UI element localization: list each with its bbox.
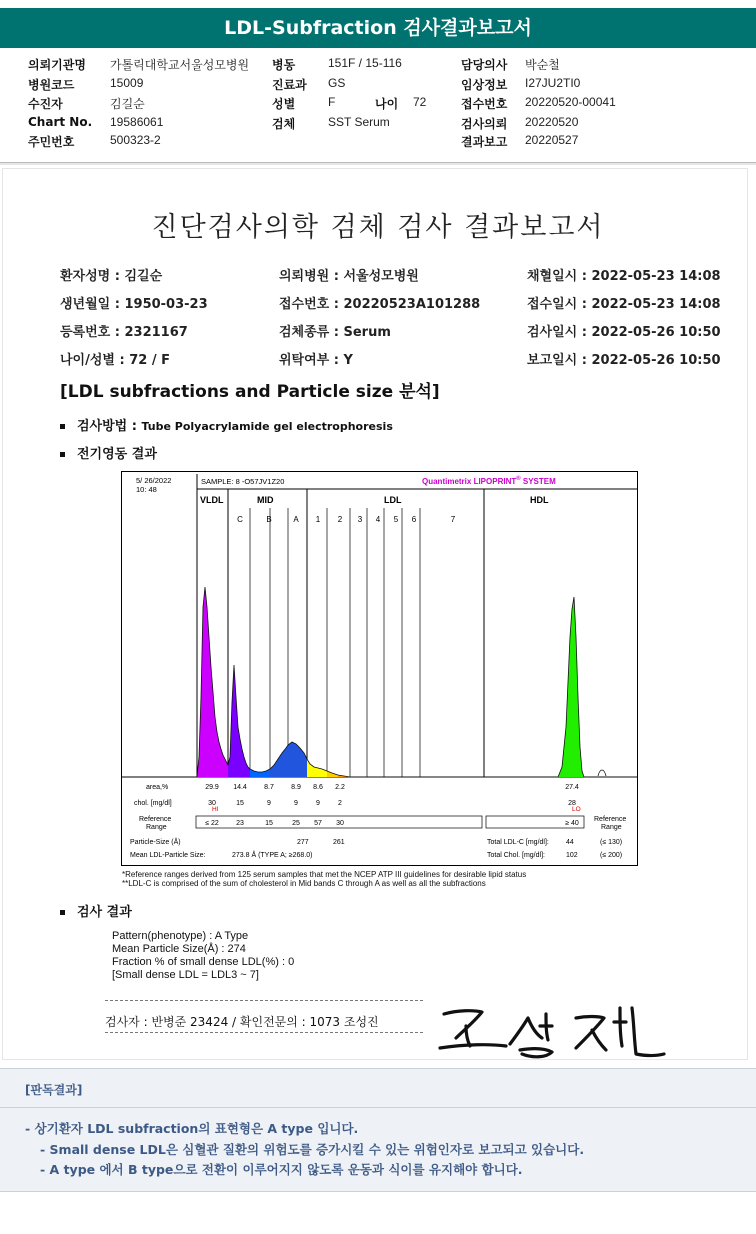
band-label-5: 5 — [393, 515, 399, 524]
total-chol-value: 102 — [566, 852, 578, 859]
area-cell-c: 14.4 — [233, 784, 247, 791]
chol-cell-c: 15 — [236, 800, 244, 807]
header-label: 임상정보 — [461, 78, 508, 92]
electrophoresis-chart — [121, 471, 638, 866]
signature-stroke — [520, 1049, 552, 1057]
chol-cell-2: 2 — [338, 800, 342, 807]
ref-cell-b: 15 — [265, 820, 273, 827]
chart-time: 10: 48 — [136, 485, 157, 494]
electro-label: 전기영동 결과 — [77, 447, 157, 462]
footnote: *Reference ranges derived from 125 serum samples that met the NCEP ATP III guidelines for desirable lipid status — [122, 870, 527, 879]
group-label-ldl: LDL — [384, 495, 402, 505]
trace-tail-bump — [598, 770, 606, 776]
header-value: 김길순 — [110, 97, 145, 111]
mean-size-value: 273.8 Å (TYPE A; ≥268.0) — [232, 852, 313, 859]
mean-size-label: Mean LDL-Particle Size: — [130, 852, 206, 859]
header-label: 주민번호 — [28, 135, 75, 149]
method-bullet — [60, 415, 393, 434]
header-age-label: 나이 — [375, 97, 399, 111]
ref-row-label-2: Range — [146, 824, 167, 831]
patient-info-item: 검체종류 : Serum — [279, 325, 391, 340]
patient-info-item: 채혈일시 : 2022-05-23 14:08 — [527, 269, 721, 284]
chol-cell-1: 9 — [316, 800, 320, 807]
band-label-6: 6 — [411, 515, 417, 524]
method-label: 검사방법 : — [77, 419, 142, 434]
chart-brand-name: Quantimetrix LIPOPRINT — [422, 477, 517, 486]
ref-cell-2: 30 — [336, 820, 344, 827]
header-info-grid — [0, 56, 756, 154]
header-label: 검체 — [272, 117, 296, 131]
total-ldl-label: Total LDL-C [mg/dl]: — [487, 839, 549, 846]
ref-cell-hdl: ≥ 40 — [565, 820, 579, 827]
signature-stroke — [614, 1008, 626, 1046]
header-value: 박순철 — [525, 58, 560, 72]
report-header-title: LDL-Subfraction 검사결과보고서 — [0, 8, 756, 48]
area-row-label: area,% — [146, 784, 169, 791]
header-label: 수진자 — [28, 97, 63, 111]
header-label: 접수번호 — [461, 97, 508, 111]
band-label-1: 1 — [315, 515, 321, 524]
signature-stroke — [444, 1011, 482, 1038]
band-label-3: 3 — [357, 515, 363, 524]
verdict-line: - 상기환자 LDL subfraction의 표현형은 A type 입니다. — [25, 1121, 359, 1136]
patient-info-item: 의뢰병원 : 서울성모병원 — [279, 269, 419, 284]
header-label: 의뢰기관명 — [28, 58, 86, 72]
chart-brand — [422, 475, 556, 486]
bullet-dot — [60, 452, 65, 457]
band-lines — [250, 508, 420, 777]
header-value: 20220520 — [525, 115, 579, 129]
verdict-divider — [0, 1107, 756, 1108]
header-value: 500323-2 — [110, 133, 161, 147]
signature-stroke — [576, 1017, 606, 1051]
signature-block — [105, 1000, 423, 1033]
signature-stroke — [440, 1045, 506, 1048]
verdict-title: [판독결과] — [25, 1083, 83, 1097]
patient-info-item: 검사일시 : 2022-05-26 10:50 — [527, 325, 721, 340]
result-line: [Small dense LDL = LDL3 ~ 7] — [112, 969, 259, 981]
result-line: Pattern(phenotype) : A Type — [112, 930, 249, 942]
chart-sample: SAMPLE: 8 -O57JV1Z20 — [201, 477, 285, 486]
band-label-7: 7 — [450, 515, 456, 524]
chol-row-label: chol. [mg/dl] — [134, 800, 172, 807]
particle-size-value: 277 — [297, 839, 309, 846]
band-label-a: A — [293, 515, 299, 524]
header-divider — [0, 162, 756, 165]
area-cell-b: 8.7 — [264, 784, 274, 791]
chart-brand-tail: SYSTEM — [520, 477, 556, 486]
ref-right-label-1: Reference — [594, 816, 627, 823]
total-ldl-ref: (≤ 130) — [600, 839, 623, 846]
verdict-line: - A type 에서 B type으로 전환이 이루어지지 않도록 운동과 식이를 유지해야 합니다. — [40, 1162, 523, 1177]
header-value: 20220527 — [525, 133, 579, 147]
chol-flag-hi: HI — [212, 806, 219, 813]
header-label: 성별 — [272, 97, 296, 111]
ref-row-label-1: Reference — [139, 816, 172, 823]
electro-bullet — [60, 443, 157, 462]
ref-cell-c: 23 — [236, 820, 244, 827]
particle-size-label: Particle-Size (Å) — [130, 839, 181, 846]
header-label: Chart No. — [28, 115, 93, 129]
patient-info-item: 등록번호 : 2321167 — [60, 325, 188, 340]
header-value: 가톨릭대학교서울성모병원 — [110, 58, 250, 72]
chol-cell-b: 9 — [267, 800, 271, 807]
area-cell-vldl: 29.9 — [205, 784, 219, 791]
verdict-panel — [0, 1068, 756, 1192]
header-age-value: 72 — [413, 95, 427, 109]
header-value: GS — [328, 76, 346, 90]
total-ldl-value: 44 — [566, 839, 574, 846]
band-label-4: 4 — [375, 515, 381, 524]
area-cell-2: 2.2 — [335, 784, 345, 791]
particle-size-value: 261 — [333, 839, 345, 846]
area-cell-hdl: 27.4 — [565, 784, 579, 791]
trace-fill-a — [270, 742, 307, 777]
signature-stroke — [510, 1018, 542, 1044]
bullet-dot — [60, 424, 65, 429]
report-title: 진단검사의학 검체 검사 결과보고서 — [151, 212, 605, 243]
patient-info-item: 위탁여부 : Y — [279, 353, 353, 368]
chol-flag-lo: LO — [572, 806, 581, 813]
patient-info-item: 생년월일 : 1950-03-23 — [60, 297, 208, 312]
signature-stroke — [632, 1008, 664, 1056]
header-label: 진료과 — [272, 78, 307, 92]
bullet-dot — [60, 910, 65, 915]
total-chol-label: Total Chol. [mg/dl]: — [487, 852, 545, 859]
area-cell-a: 8.9 — [291, 784, 301, 791]
ref-cell-a: 25 — [292, 820, 300, 827]
patient-info-item: 접수일시 : 2022-05-23 14:08 — [527, 297, 721, 312]
result-label: 검사 결과 — [77, 905, 132, 920]
signature-stroke — [466, 1026, 470, 1046]
electrophoresis-svg — [122, 472, 638, 866]
header-value: F — [328, 95, 336, 109]
header-value: SST Serum — [328, 115, 390, 129]
method-value: Tube Polyacrylamide gel electrophoresis — [141, 420, 393, 433]
header-label: 병원코드 — [28, 78, 75, 92]
result-summary — [112, 930, 294, 982]
data-table-cells — [205, 784, 579, 827]
group-label-hdl: HDL — [530, 495, 549, 505]
handwritten-signature — [436, 1000, 666, 1060]
patient-info-item: 접수번호 : 20220523A101288 — [279, 297, 481, 312]
total-chol-ref: (≤ 200) — [600, 852, 623, 859]
result-line: Fraction % of small dense LDL(%) : 0 — [112, 956, 295, 968]
ref-cell-1: 57 — [314, 820, 322, 827]
area-cell-1: 8.6 — [313, 784, 323, 791]
header-label: 검사의뢰 — [461, 117, 508, 131]
header-value: I27JU2TI0 — [525, 76, 581, 90]
result-line: Mean Particle Size(Å) : 274 — [112, 943, 246, 955]
chol-cell-a: 9 — [294, 800, 298, 807]
section-title: [LDL subfractions and Particle size 분석] — [60, 382, 440, 402]
band-label-2: 2 — [337, 515, 343, 524]
verdict-line: - Small dense LDL은 심혈관 질환의 위험도를 증가시킬 수 있는 위험인자로 보고되고 있습니다. — [40, 1142, 585, 1157]
trace-fill-hdl — [550, 597, 584, 777]
chart-date: 5/ 26/2022 — [136, 476, 172, 485]
header-label: 결과보고 — [461, 135, 508, 149]
footnote: **LDL-C is comprised of the sum of cholesterol in Mid bands C through A as well as all the subfractions — [122, 879, 486, 888]
patient-info-item: 환자성명 : 김길순 — [60, 269, 163, 284]
header-label: 병동 — [272, 58, 296, 72]
header-value: 19586061 — [110, 115, 164, 129]
header-value: 151F / 15-116 — [328, 56, 402, 70]
band-label-c: C — [237, 515, 243, 524]
signer-text: 검사자 : 반병준 23424 / 확인전문의 : 1073 조성진 — [105, 1015, 379, 1029]
group-label-vldl: VLDL — [200, 495, 224, 505]
patient-info-item: 보고일시 : 2022-05-26 10:50 — [527, 353, 721, 368]
header-value: 15009 — [110, 76, 144, 90]
group-label-mid: MID — [257, 495, 274, 505]
chol-cell-vldl: 30 — [208, 800, 216, 807]
header-label: 담당의사 — [461, 58, 508, 72]
band-label-b: B — [266, 515, 272, 524]
header-value: 20220520-00041 — [525, 95, 616, 109]
result-bullet — [60, 901, 132, 920]
chart-brand-sup: ® — [516, 476, 521, 482]
chol-cell-hdl: 28 — [568, 800, 576, 807]
patient-info-item: 나이/성별 : 72 / F — [60, 353, 171, 368]
ref-cell-vldl: ≤ 22 — [205, 820, 219, 827]
ref-right-label-2: Range — [601, 824, 622, 831]
